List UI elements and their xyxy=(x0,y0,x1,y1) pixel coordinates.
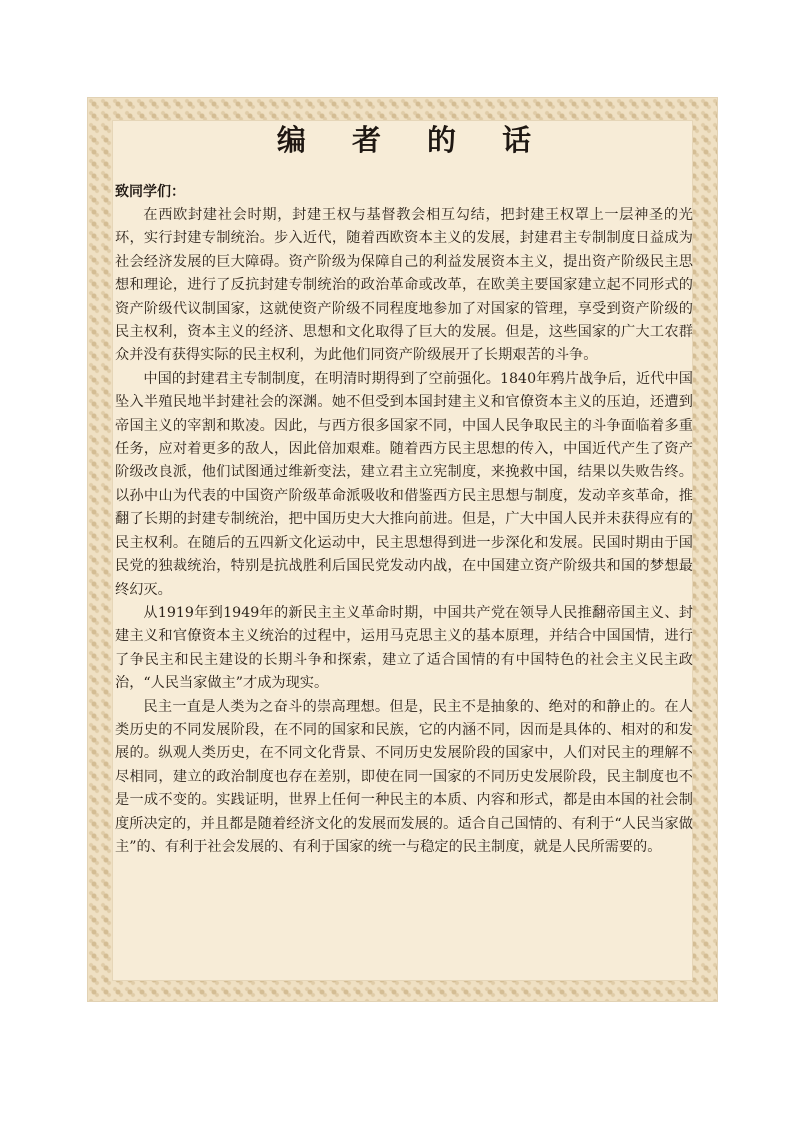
salutation: 致同学们： xyxy=(115,184,185,200)
document-content xyxy=(115,120,693,859)
paragraph-1: 在西欧封建社会时期，封建王权与基督教会相互勾结，把封建王权罩上一层神圣的光环，实行封建专制统治。步入近代，随着西欧资本主义的发展，封建君主专制制度日益成为社会经济发展的巨大障碍。资产阶级为保障自己的利益发展资本主义，提出资产阶级民主思想和理论，进行了反抗封建专制统治的政治革命或改革，在欧美主要国家建立起不同形式的资产阶级代议制国家，这就使资产阶级不同程度地参加了对国家的管理，享受到资产阶级的民主权利，资本主义的经济、思想和文化取得了巨大的发展。但是，这些国家的广大工农群众并没有获得实际的民主权利，为此他们同资产阶级展开了长期艰苦的斗争。 xyxy=(115,207,693,364)
paragraph-2: 中国的封建君主专制制度，在明清时期得到了空前强化。1840年鸦片战争后，近代中国坠入半殖民地半封建社会的深渊。她不但受到本国封建主义和官僚资本主义的压迫，还遭到帝国主义的宰割和欺凌。因此，与西方很多国家不同，中国人民争取民主的斗争面临着多重任务，应对着更多的敌人，因此倍加艰难。随着西方民主思想的传入，中国近代产生了资产阶级改良派，他们试图通过维新变法，建立君主立宪制度，来挽救中国，结果以失败告终。以孙中山为代表的中国资产阶级革命派吸收和借鉴西方民主思想与制度，发动辛亥革命，推翻了长期的封建专制统治，把中国历史大大推向前进。但是，广大中国人民并未获得应有的民主权利。在随后的五四新文化运动中，民主思想得到进一步深化和发展。民国时期由于国民党的独裁统治，特别是抗战胜利后国民党发动内战，在中国建立资产阶级共和国的梦想最终幻灭。 xyxy=(115,370,693,598)
paragraph-3: 从1919年到1949年的新民主主义革命时期，中国共产党在领导人民推翻帝国主义、封建主义和官僚资本主义统治的过程中，运用马克思主义的基本原理，并结合中国国情，进行了争民主和民主建设的长期斗争和探索，建立了适合国情的有中国特色的社会主义民主政治，“人民当家做主”才成为现实。 xyxy=(115,604,693,692)
paragraph-4: 民主一直是人类为之奋斗的崇高理想。但是，民主不是抽象的、绝对的和静止的。在人类历史的不同发展阶段，在不同的国家和民族，它的内涵不同，因而是具体的、相对的和发展的。纵观人类历史，在不同文化背景、不同历史发展阶段的国家中，人们对民主的理解不尽相同，建立的政治制度也存在差别，即使在同一国家的不同历史发展阶段，民主制度也不是一成不变的。实践证明，世界上任何一种民主的本质、内容和形式，都是由本国的社会制度所决定的，并且都是随着经济文化的发展而发展的。适合自己国情的、有利于“人民当家做主”的、有利于社会发展的、有利于国家的统一与稳定的民主制度，就是人民所需要的。 xyxy=(115,698,693,855)
page-title: 编 者 的 话 xyxy=(276,123,550,157)
